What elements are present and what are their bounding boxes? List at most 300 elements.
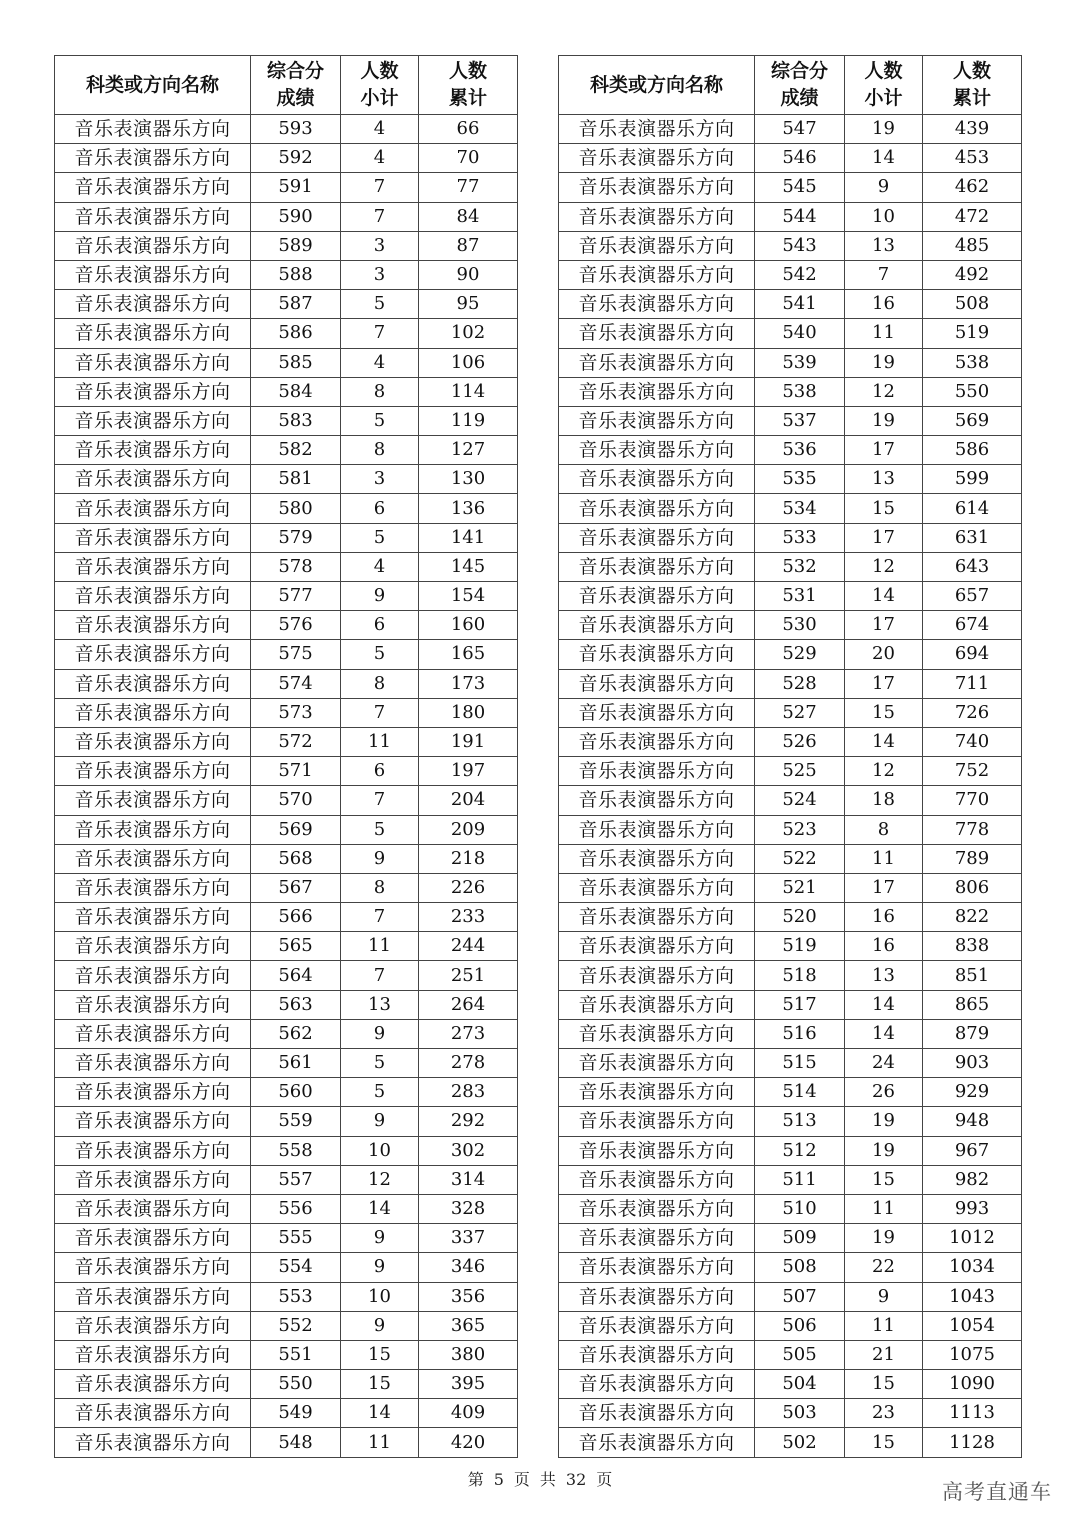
count-cell: 15 (341, 1340, 419, 1369)
score-cell: 528 (755, 669, 845, 698)
score-cell: 579 (251, 523, 341, 552)
table-row (55, 1428, 518, 1457)
count-cell: 6 (341, 494, 419, 523)
count-cell: 7 (341, 961, 419, 990)
table-row (559, 903, 1022, 932)
cumulative-cell: 102 (419, 319, 518, 348)
table-row (55, 319, 518, 348)
table-row (559, 290, 1022, 319)
table-row (559, 1049, 1022, 1078)
score-cell: 541 (755, 290, 845, 319)
score-cell: 512 (755, 1136, 845, 1165)
table-row (55, 1136, 518, 1165)
cumulative-cell: 508 (923, 290, 1022, 319)
category-cell: 音乐表演器乐方向 (559, 1019, 755, 1048)
cumulative-cell: 244 (419, 932, 518, 961)
score-cell: 547 (755, 115, 845, 144)
category-cell: 音乐表演器乐方向 (55, 1428, 251, 1457)
cumulative-cell: 278 (419, 1049, 518, 1078)
table-row (55, 494, 518, 523)
category-cell: 音乐表演器乐方向 (55, 990, 251, 1019)
cumulative-cell: 114 (419, 377, 518, 406)
cumulative-cell: 550 (923, 377, 1022, 406)
category-cell: 音乐表演器乐方向 (55, 961, 251, 990)
table-row (559, 173, 1022, 202)
count-cell: 15 (845, 1428, 923, 1457)
count-cell: 15 (845, 1370, 923, 1399)
table-row (55, 873, 518, 902)
count-cell: 21 (845, 1340, 923, 1369)
cumulative-cell: 346 (419, 1253, 518, 1282)
score-cell: 553 (251, 1282, 341, 1311)
cumulative-cell: 752 (923, 757, 1022, 786)
score-cell: 554 (251, 1253, 341, 1282)
cumulative-cell: 233 (419, 903, 518, 932)
count-cell: 6 (341, 611, 419, 640)
category-cell: 音乐表演器乐方向 (559, 436, 755, 465)
table-row (55, 406, 518, 435)
header-count-line1: 人数 (360, 60, 399, 82)
score-cell: 535 (755, 465, 845, 494)
count-cell: 13 (845, 961, 923, 990)
cumulative-cell: 173 (419, 669, 518, 698)
count-cell: 7 (341, 903, 419, 932)
count-cell: 19 (845, 348, 923, 377)
cumulative-cell: 145 (419, 552, 518, 581)
table-row (559, 1282, 1022, 1311)
score-cell: 572 (251, 727, 341, 756)
cumulative-cell: 879 (923, 1019, 1022, 1048)
count-cell: 16 (845, 903, 923, 932)
footer-total-pages: 32 (565, 1470, 587, 1489)
score-cell: 565 (251, 932, 341, 961)
count-cell: 12 (845, 757, 923, 786)
category-cell: 音乐表演器乐方向 (55, 757, 251, 786)
cumulative-cell: 283 (419, 1078, 518, 1107)
score-cell: 563 (251, 990, 341, 1019)
count-cell: 9 (341, 1224, 419, 1253)
cumulative-cell: 770 (923, 786, 1022, 815)
table-row (559, 1370, 1022, 1399)
cumulative-cell: 778 (923, 815, 1022, 844)
table-row (55, 1019, 518, 1048)
score-cell: 584 (251, 377, 341, 406)
count-cell: 5 (341, 815, 419, 844)
count-cell: 6 (341, 757, 419, 786)
header-score-line2: 成绩 (780, 87, 819, 109)
cumulative-cell: 66 (419, 115, 518, 144)
category-cell: 音乐表演器乐方向 (559, 1282, 755, 1311)
header-score-line1: 综合分 (770, 60, 828, 82)
category-cell: 音乐表演器乐方向 (559, 1165, 755, 1194)
cumulative-cell: 967 (923, 1136, 1022, 1165)
score-cell: 529 (755, 640, 845, 669)
score-cell: 569 (251, 815, 341, 844)
category-cell: 音乐表演器乐方向 (55, 436, 251, 465)
table-row (55, 348, 518, 377)
cumulative-cell: 191 (419, 727, 518, 756)
score-cell: 526 (755, 727, 845, 756)
table-row (559, 1107, 1022, 1136)
score-cell: 537 (755, 406, 845, 435)
table-row (55, 1370, 518, 1399)
score-cell: 516 (755, 1019, 845, 1048)
count-cell: 11 (341, 727, 419, 756)
category-cell: 音乐表演器乐方向 (55, 1224, 251, 1253)
cumulative-cell: 77 (419, 173, 518, 202)
cumulative-cell: 1090 (923, 1370, 1022, 1399)
table-row (55, 1311, 518, 1340)
count-cell: 7 (341, 698, 419, 727)
cumulative-cell: 569 (923, 406, 1022, 435)
cumulative-cell: 485 (923, 231, 1022, 260)
count-cell: 7 (341, 786, 419, 815)
table-row (55, 844, 518, 873)
table-row (559, 1194, 1022, 1223)
score-cell: 588 (251, 260, 341, 289)
cumulative-cell: 160 (419, 611, 518, 640)
score-cell: 571 (251, 757, 341, 786)
header-cumulative-line2: 累计 (952, 87, 991, 109)
count-cell: 15 (341, 1370, 419, 1399)
table-row (559, 1165, 1022, 1194)
category-cell: 音乐表演器乐方向 (55, 932, 251, 961)
count-cell: 20 (845, 640, 923, 669)
score-cell: 504 (755, 1370, 845, 1399)
category-cell: 音乐表演器乐方向 (559, 1311, 755, 1340)
table-row (559, 1253, 1022, 1282)
count-cell: 3 (341, 260, 419, 289)
category-cell: 音乐表演器乐方向 (559, 348, 755, 377)
cumulative-cell: 90 (419, 260, 518, 289)
score-cell: 581 (251, 465, 341, 494)
count-cell: 26 (845, 1078, 923, 1107)
score-cell: 560 (251, 1078, 341, 1107)
cumulative-cell: 982 (923, 1165, 1022, 1194)
score-cell: 533 (755, 523, 845, 552)
header-score-line2: 成绩 (276, 87, 315, 109)
count-cell: 7 (341, 202, 419, 231)
header-row (55, 56, 518, 115)
category-cell: 音乐表演器乐方向 (559, 1107, 755, 1136)
score-cell: 580 (251, 494, 341, 523)
table-row (55, 465, 518, 494)
count-cell: 14 (845, 990, 923, 1019)
table-row (55, 698, 518, 727)
score-cell: 573 (251, 698, 341, 727)
cumulative-cell: 1054 (923, 1311, 1022, 1340)
table-row (55, 436, 518, 465)
count-cell: 4 (341, 348, 419, 377)
cumulative-cell: 380 (419, 1340, 518, 1369)
header-count (341, 56, 419, 115)
header-category: 科类或方向名称 (559, 56, 755, 115)
count-cell: 12 (845, 377, 923, 406)
cumulative-cell: 264 (419, 990, 518, 1019)
category-cell: 音乐表演器乐方向 (559, 290, 755, 319)
count-cell: 9 (341, 1253, 419, 1282)
cumulative-cell: 838 (923, 932, 1022, 961)
table-row (55, 1165, 518, 1194)
category-cell: 音乐表演器乐方向 (559, 1136, 755, 1165)
table-row (559, 1428, 1022, 1457)
score-cell: 531 (755, 582, 845, 611)
score-cell: 591 (251, 173, 341, 202)
cumulative-cell: 226 (419, 873, 518, 902)
category-cell: 音乐表演器乐方向 (559, 990, 755, 1019)
category-cell: 音乐表演器乐方向 (55, 1282, 251, 1311)
table-row (559, 1224, 1022, 1253)
score-cell: 509 (755, 1224, 845, 1253)
footer-total-unit: 页 (596, 1470, 613, 1489)
cumulative-cell: 694 (923, 640, 1022, 669)
category-cell: 音乐表演器乐方向 (55, 465, 251, 494)
category-cell: 音乐表演器乐方向 (559, 115, 755, 144)
table-row (559, 202, 1022, 231)
score-cell: 521 (755, 873, 845, 902)
score-cell: 546 (755, 144, 845, 173)
category-cell: 音乐表演器乐方向 (55, 348, 251, 377)
header-cumulative-line1: 人数 (448, 60, 487, 82)
count-cell: 11 (845, 1311, 923, 1340)
header-score-line1: 综合分 (266, 60, 324, 82)
cumulative-cell: 197 (419, 757, 518, 786)
count-cell: 11 (845, 1194, 923, 1223)
score-cell: 550 (251, 1370, 341, 1399)
table-row (559, 144, 1022, 173)
count-cell: 9 (341, 844, 419, 873)
score-cell: 589 (251, 231, 341, 260)
category-cell: 音乐表演器乐方向 (55, 173, 251, 202)
count-cell: 19 (845, 115, 923, 144)
category-cell: 音乐表演器乐方向 (559, 844, 755, 873)
table-row (559, 231, 1022, 260)
score-cell: 502 (755, 1428, 845, 1457)
cumulative-cell: 1128 (923, 1428, 1022, 1457)
category-cell: 音乐表演器乐方向 (55, 873, 251, 902)
category-cell: 音乐表演器乐方向 (55, 1165, 251, 1194)
count-cell: 11 (845, 844, 923, 873)
count-cell: 8 (341, 377, 419, 406)
cumulative-cell: 1075 (923, 1340, 1022, 1369)
cumulative-cell: 302 (419, 1136, 518, 1165)
score-cell: 548 (251, 1428, 341, 1457)
table-row (55, 786, 518, 815)
count-cell: 9 (341, 582, 419, 611)
category-cell: 音乐表演器乐方向 (55, 494, 251, 523)
table-header (55, 56, 518, 115)
category-cell: 音乐表演器乐方向 (559, 727, 755, 756)
table-row (55, 1399, 518, 1428)
category-cell: 音乐表演器乐方向 (559, 757, 755, 786)
score-cell: 590 (251, 202, 341, 231)
category-cell: 音乐表演器乐方向 (55, 640, 251, 669)
score-cell: 534 (755, 494, 845, 523)
cumulative-cell: 851 (923, 961, 1022, 990)
cumulative-cell: 395 (419, 1370, 518, 1399)
category-cell: 音乐表演器乐方向 (559, 1253, 755, 1282)
table-row (55, 377, 518, 406)
cumulative-cell: 127 (419, 436, 518, 465)
count-cell: 14 (341, 1194, 419, 1223)
category-cell: 音乐表演器乐方向 (55, 1340, 251, 1369)
score-cell: 517 (755, 990, 845, 1019)
count-cell: 18 (845, 786, 923, 815)
category-cell: 音乐表演器乐方向 (55, 1399, 251, 1428)
count-cell: 12 (341, 1165, 419, 1194)
table-row (559, 523, 1022, 552)
cumulative-cell: 204 (419, 786, 518, 815)
category-cell: 音乐表演器乐方向 (55, 319, 251, 348)
category-cell: 音乐表演器乐方向 (55, 523, 251, 552)
score-cell: 545 (755, 173, 845, 202)
score-cell: 555 (251, 1224, 341, 1253)
cumulative-cell: 740 (923, 727, 1022, 756)
count-cell: 10 (845, 202, 923, 231)
table-row (559, 406, 1022, 435)
count-cell: 9 (341, 1311, 419, 1340)
category-cell: 音乐表演器乐方向 (559, 552, 755, 581)
score-cell: 514 (755, 1078, 845, 1107)
header-cumulative (419, 56, 518, 115)
cumulative-cell: 1034 (923, 1253, 1022, 1282)
score-cell: 570 (251, 786, 341, 815)
page-footer (0, 1470, 1080, 1490)
table-row (559, 552, 1022, 581)
score-cell: 542 (755, 260, 845, 289)
header-cumulative-line1: 人数 (952, 60, 991, 82)
category-cell: 音乐表演器乐方向 (55, 1253, 251, 1282)
count-cell: 11 (845, 319, 923, 348)
score-cell: 549 (251, 1399, 341, 1428)
table-row (55, 1194, 518, 1223)
category-cell: 音乐表演器乐方向 (55, 815, 251, 844)
score-cell: 566 (251, 903, 341, 932)
footer-page-number: 5 (493, 1470, 504, 1489)
score-cell: 507 (755, 1282, 845, 1311)
score-cell: 544 (755, 202, 845, 231)
cumulative-cell: 87 (419, 231, 518, 260)
count-cell: 14 (845, 1019, 923, 1048)
table-row (55, 173, 518, 202)
cumulative-cell: 337 (419, 1224, 518, 1253)
table-row (559, 115, 1022, 144)
table-row (559, 669, 1022, 698)
count-cell: 4 (341, 552, 419, 581)
count-cell: 15 (845, 1165, 923, 1194)
table-row (559, 260, 1022, 289)
category-cell: 音乐表演器乐方向 (55, 1370, 251, 1399)
count-cell: 5 (341, 523, 419, 552)
table-row (55, 903, 518, 932)
category-cell: 音乐表演器乐方向 (55, 290, 251, 319)
table-row (559, 786, 1022, 815)
cumulative-cell: 948 (923, 1107, 1022, 1136)
cumulative-cell: 711 (923, 669, 1022, 698)
cumulative-cell: 462 (923, 173, 1022, 202)
category-cell: 音乐表演器乐方向 (559, 1194, 755, 1223)
table-row (55, 1224, 518, 1253)
score-cell: 518 (755, 961, 845, 990)
watermark-logo-text: 高考直通车 (942, 1480, 1052, 1504)
score-table-right (558, 55, 1022, 1458)
cumulative-cell: 789 (923, 844, 1022, 873)
table-row (559, 436, 1022, 465)
table-row (559, 582, 1022, 611)
count-cell: 19 (845, 406, 923, 435)
category-cell: 音乐表演器乐方向 (559, 1399, 755, 1428)
table-row (55, 961, 518, 990)
count-cell: 8 (341, 669, 419, 698)
category-cell: 音乐表演器乐方向 (55, 844, 251, 873)
count-cell: 5 (341, 406, 419, 435)
score-cell: 543 (755, 231, 845, 260)
header-count-line2: 小计 (360, 87, 399, 109)
count-cell: 14 (845, 582, 923, 611)
table-row (559, 611, 1022, 640)
category-cell: 音乐表演器乐方向 (559, 494, 755, 523)
score-cell: 551 (251, 1340, 341, 1369)
cumulative-cell: 631 (923, 523, 1022, 552)
cumulative-cell: 519 (923, 319, 1022, 348)
count-cell: 17 (845, 611, 923, 640)
category-cell: 音乐表演器乐方向 (55, 669, 251, 698)
category-cell: 音乐表演器乐方向 (55, 144, 251, 173)
cumulative-cell: 538 (923, 348, 1022, 377)
cumulative-cell: 599 (923, 465, 1022, 494)
table-row (55, 1282, 518, 1311)
score-cell: 562 (251, 1019, 341, 1048)
cumulative-cell: 1012 (923, 1224, 1022, 1253)
table-row (559, 961, 1022, 990)
score-cell: 557 (251, 1165, 341, 1194)
count-cell: 12 (845, 552, 923, 581)
cumulative-cell: 251 (419, 961, 518, 990)
cumulative-cell: 929 (923, 1078, 1022, 1107)
cumulative-cell: 420 (419, 1428, 518, 1457)
cumulative-cell: 70 (419, 144, 518, 173)
score-cell: 558 (251, 1136, 341, 1165)
score-cell: 593 (251, 115, 341, 144)
category-cell: 音乐表演器乐方向 (55, 786, 251, 815)
score-cell: 578 (251, 552, 341, 581)
table-row (55, 640, 518, 669)
category-cell: 音乐表演器乐方向 (55, 406, 251, 435)
score-cell: 525 (755, 757, 845, 786)
category-cell: 音乐表演器乐方向 (559, 640, 755, 669)
cumulative-cell: 130 (419, 465, 518, 494)
cumulative-cell: 674 (923, 611, 1022, 640)
category-cell: 音乐表演器乐方向 (55, 1049, 251, 1078)
score-cell: 530 (755, 611, 845, 640)
table-row (559, 377, 1022, 406)
header-cumulative-line2: 累计 (448, 87, 487, 109)
cumulative-cell: 657 (923, 582, 1022, 611)
score-cell: 561 (251, 1049, 341, 1078)
table-row (55, 1340, 518, 1369)
cumulative-cell: 643 (923, 552, 1022, 581)
score-cell: 586 (251, 319, 341, 348)
category-cell: 音乐表演器乐方向 (559, 260, 755, 289)
score-cell: 536 (755, 436, 845, 465)
table-row (559, 1399, 1022, 1428)
count-cell: 23 (845, 1399, 923, 1428)
category-cell: 音乐表演器乐方向 (55, 1136, 251, 1165)
category-cell: 音乐表演器乐方向 (559, 173, 755, 202)
cumulative-cell: 822 (923, 903, 1022, 932)
table-row (559, 1311, 1022, 1340)
table-row (559, 348, 1022, 377)
